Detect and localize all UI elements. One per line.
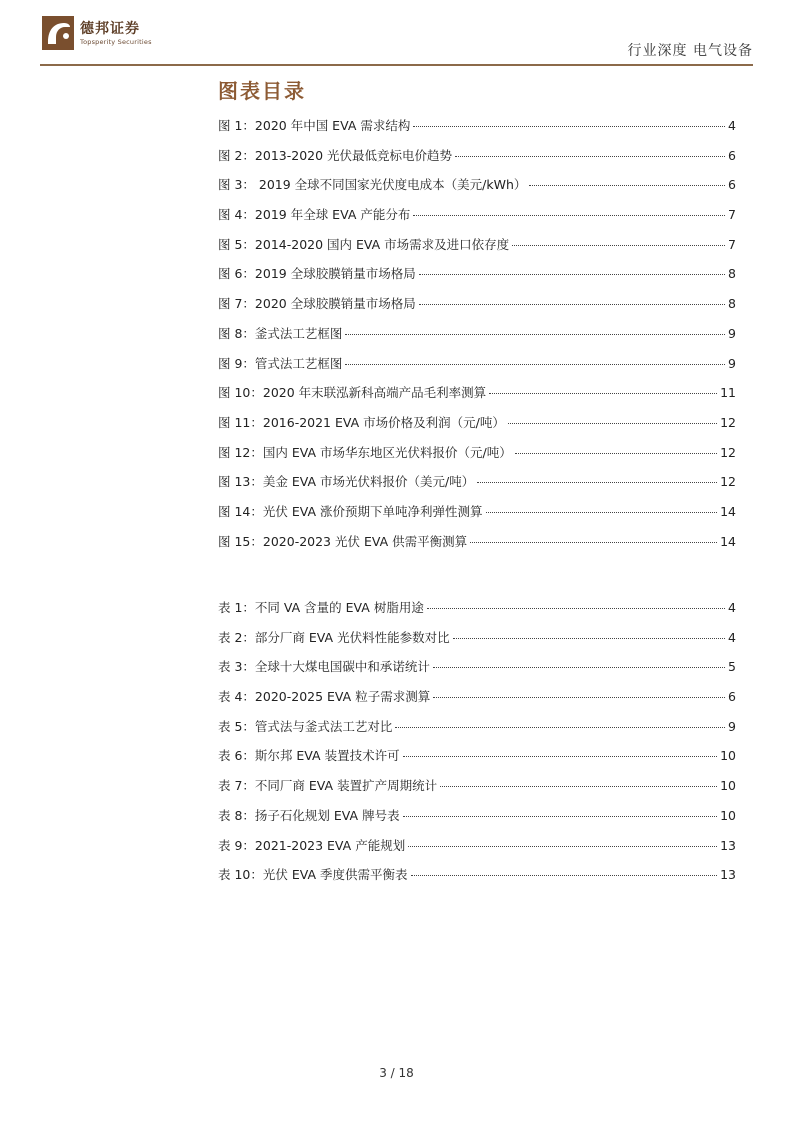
entry-page-number: 10 — [720, 807, 736, 823]
figure-entry[interactable] — [218, 413, 736, 443]
entry-label: 图 7：2020 全球胶膜销量市场格局 — [218, 296, 416, 312]
dot-leader — [413, 126, 725, 127]
dot-leader — [477, 482, 717, 483]
dot-leader — [529, 185, 725, 186]
dot-leader — [508, 423, 717, 424]
dot-leader — [408, 846, 717, 847]
page-number: 3 / 18 — [379, 1066, 414, 1080]
logo-chinese-name: 德邦证券 — [80, 21, 140, 37]
entry-label: 表 7：不同厂商 EVA 装置扩产周期统计 — [218, 778, 438, 794]
entry-page-number: 6 — [728, 177, 736, 193]
page-header — [40, 14, 753, 68]
entry-label: 图 10：2020 年末联泓新科高端产品毛利率测算 — [218, 385, 487, 401]
entry-label: 图 9：管式法工艺框图 — [218, 355, 343, 371]
entry-page-number: 7 — [728, 207, 736, 223]
dot-leader — [440, 786, 717, 787]
dot-leader — [515, 453, 717, 454]
table-entry[interactable] — [218, 628, 736, 658]
entry-label: 图 15：2020-2023 光伏 EVA 供需平衡测算 — [218, 533, 468, 549]
entry-label: 表 1：不同 VA 含量的 EVA 树脂用途 — [218, 600, 424, 615]
dot-leader — [403, 816, 718, 817]
logo-english-name: Topsperity Securities — [80, 38, 152, 46]
dot-leader — [411, 875, 718, 876]
toc-title: 图表目录 — [218, 79, 306, 103]
entry-label: 表 10：光伏 EVA 季度供需平衡表 — [218, 867, 408, 883]
dot-leader — [345, 364, 725, 365]
figure-entry[interactable] — [218, 354, 736, 384]
dot-leader — [403, 756, 718, 757]
figure-entry[interactable] — [218, 146, 736, 176]
entry-label: 图 13：美金 EVA 市场光伏料报价（美元/吨） — [218, 474, 475, 490]
entry-page-number: 10 — [720, 748, 736, 764]
figure-entry[interactable] — [218, 532, 736, 562]
table-entry[interactable] — [218, 836, 736, 866]
report-category: 行业深度 电气设备 — [627, 43, 753, 59]
entry-label: 图 4：2019 年全球 EVA 产能分布 — [218, 207, 411, 223]
entry-label: 图 11：2016-2021 EVA 市场价格及利润（元/吨） — [218, 414, 505, 430]
entry-page-number: 11 — [720, 385, 736, 401]
table-entry[interactable] — [218, 865, 736, 895]
entry-page-number: 9 — [728, 718, 736, 734]
figure-entry[interactable] — [218, 235, 736, 265]
dot-leader — [470, 542, 717, 543]
table-entry[interactable] — [218, 746, 736, 776]
figure-entry[interactable] — [218, 116, 736, 146]
figure-entry[interactable] — [218, 502, 736, 532]
dot-leader — [413, 215, 725, 216]
entry-page-number: 8 — [728, 296, 736, 312]
dot-leader — [419, 274, 725, 275]
entry-label: 图 14：光伏 EVA 涨价预期下单吨净利弹性测算 — [218, 503, 483, 519]
entry-label: 图 6：2019 全球胶膜销量市场格局 — [218, 266, 416, 282]
table-entry[interactable] — [218, 687, 736, 717]
entry-label: 图 5：2014-2020 国内 EVA 市场需求及进口依存度 — [218, 236, 510, 252]
figure-entry[interactable] — [218, 472, 736, 502]
entry-page-number: 14 — [720, 533, 736, 549]
figure-list — [218, 116, 736, 561]
entry-page-number: 7 — [728, 236, 736, 252]
entry-page-number: 5 — [728, 659, 736, 675]
entry-label: 图 2：2013-2020 光伏最低竞标电价趋势 — [218, 147, 453, 163]
entry-label: 表 5：管式法与釜式法工艺对比 — [218, 718, 393, 734]
figure-entry[interactable] — [218, 264, 736, 294]
dot-leader — [427, 608, 725, 609]
company-logo-icon — [42, 16, 74, 50]
dot-leader — [433, 697, 725, 698]
header-divider — [40, 64, 753, 66]
entry-label: 图 1：2020 年中国 EVA 需求结构 — [218, 118, 411, 133]
entry-page-number: 12 — [720, 474, 736, 490]
entry-page-number: 4 — [728, 600, 736, 615]
entry-page-number: 6 — [728, 689, 736, 705]
table-entry[interactable] — [218, 717, 736, 747]
company-logo — [40, 14, 180, 58]
entry-page-number: 9 — [728, 325, 736, 341]
figure-entry[interactable] — [218, 205, 736, 235]
figure-entry[interactable] — [218, 294, 736, 324]
dot-leader — [486, 512, 718, 513]
table-entry[interactable] — [218, 657, 736, 687]
entry-page-number: 12 — [720, 414, 736, 430]
entry-label: 表 8：扬子石化规划 EVA 牌号表 — [218, 807, 400, 823]
dot-leader — [512, 245, 725, 246]
dot-leader — [453, 638, 725, 639]
dot-leader — [489, 393, 717, 394]
entry-page-number: 4 — [728, 118, 736, 133]
dot-leader — [395, 727, 725, 728]
entry-page-number: 10 — [720, 778, 736, 794]
entry-page-number: 6 — [728, 147, 736, 163]
entry-label: 表 4：2020-2025 EVA 粒子需求测算 — [218, 689, 431, 705]
table-entry[interactable] — [218, 776, 736, 806]
entry-page-number: 14 — [720, 503, 736, 519]
entry-label: 图 12：国内 EVA 市场华东地区光伏料报价（元/吨） — [218, 444, 512, 460]
entry-page-number: 12 — [720, 444, 736, 460]
entry-label: 图 8：釜式法工艺框图 — [218, 325, 343, 341]
figure-entry[interactable] — [218, 383, 736, 413]
dot-leader — [345, 334, 725, 335]
entry-page-number: 8 — [728, 266, 736, 282]
entry-label: 表 6：斯尔邦 EVA 装置技术许可 — [218, 748, 400, 764]
figure-entry[interactable] — [218, 443, 736, 473]
dot-leader — [419, 304, 725, 305]
dot-leader — [455, 156, 725, 157]
entry-page-number: 13 — [720, 867, 736, 883]
entry-label: 表 2：部分厂商 EVA 光伏料性能参数对比 — [218, 629, 450, 645]
table-entry[interactable] — [218, 598, 736, 628]
entry-label: 图 3： 2019 全球不同国家光伏度电成本（美元/kWh） — [218, 177, 527, 193]
entry-page-number: 9 — [728, 355, 736, 371]
table-entry[interactable] — [218, 806, 736, 836]
figure-entry[interactable] — [218, 175, 736, 205]
entry-label: 表 9：2021-2023 EVA 产能规划 — [218, 837, 406, 853]
entry-label: 表 3：全球十大煤电国碳中和承诺统计 — [218, 659, 430, 675]
entry-page-number: 13 — [720, 837, 736, 853]
entry-page-number: 4 — [728, 629, 736, 645]
table-list — [218, 598, 736, 895]
figure-entry[interactable] — [218, 324, 736, 354]
dot-leader — [433, 667, 725, 668]
